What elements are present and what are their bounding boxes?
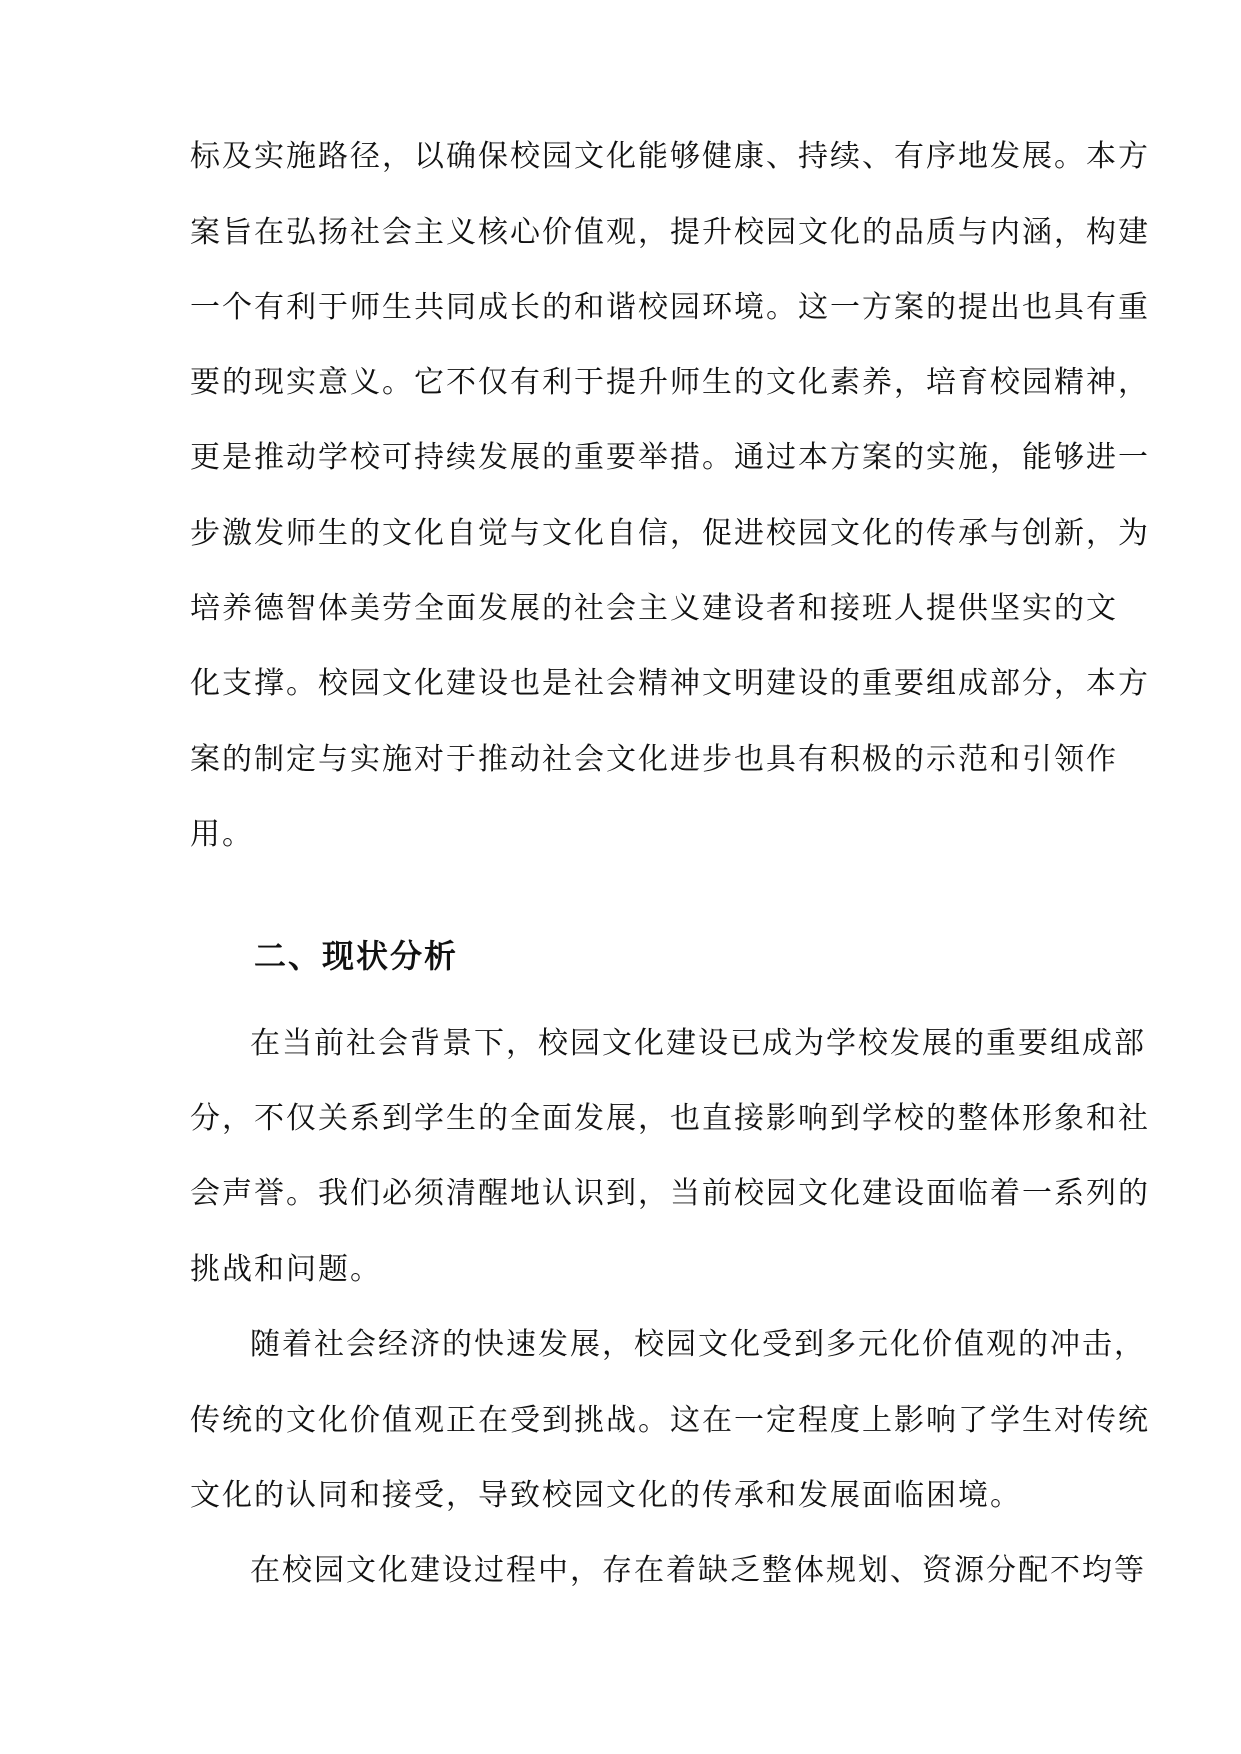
paragraph-3-line-1: 在校园文化建设过程中，存在着缺乏整体规划、资源分配不均等: [250, 1553, 1146, 1588]
intro-line-9: 案的制定与实施对于推动社会文化进步也具有积极的示范和引领作: [190, 742, 1118, 777]
intro-line-10: 用。: [190, 817, 254, 852]
intro-line-1: 标及实施路径，以确保校园文化能够健康、持续、有序地发展。本方: [190, 139, 1150, 174]
intro-line-5: 更是推动学校可持续发展的重要举措。通过本方案的实施，能够进一: [190, 440, 1150, 475]
intro-line-7: 培养德智体美劳全面发展的社会主义建设者和接班人提供坚实的文: [190, 591, 1118, 626]
paragraph-2-line-3: 文化的认同和接受，导致校园文化的传承和发展面临困境。: [190, 1478, 1022, 1513]
paragraph-1-line-2: 分，不仅关系到学生的全面发展，也直接影响到学校的整体形象和社: [190, 1101, 1150, 1136]
intro-line-6: 步激发师生的文化自觉与文化自信，促进校园文化的传承与创新，为: [190, 516, 1150, 551]
intro-line-4: 要的现实意义。它不仅有利于提升师生的文化素养，培育校园精神，: [190, 365, 1150, 400]
paragraph-1-line-4: 挑战和问题。: [190, 1252, 382, 1287]
paragraph-1-line-3: 会声誉。我们必须清醒地认识到，当前校园文化建设面临着一系列的: [190, 1176, 1150, 1211]
paragraph-1-line-1: 在当前社会背景下，校园文化建设已成为学校发展的重要组成部: [250, 1026, 1146, 1061]
intro-line-3: 一个有利于师生共同成长的和谐校园环境。这一方案的提出也具有重: [190, 290, 1150, 325]
section-heading: 二、现状分析: [254, 937, 459, 975]
intro-line-2: 案旨在弘扬社会主义核心价值观，提升校园文化的品质与内涵，构建: [190, 215, 1150, 250]
intro-line-8: 化支撑。校园文化建设也是社会精神文明建设的重要组成部分，本方: [190, 666, 1150, 701]
paragraph-2-line-1: 随着社会经济的快速发展，校园文化受到多元化价值观的冲击，: [250, 1327, 1146, 1362]
paragraph-2-line-2: 传统的文化价值观正在受到挑战。这在一定程度上影响了学生对传统: [190, 1403, 1150, 1438]
